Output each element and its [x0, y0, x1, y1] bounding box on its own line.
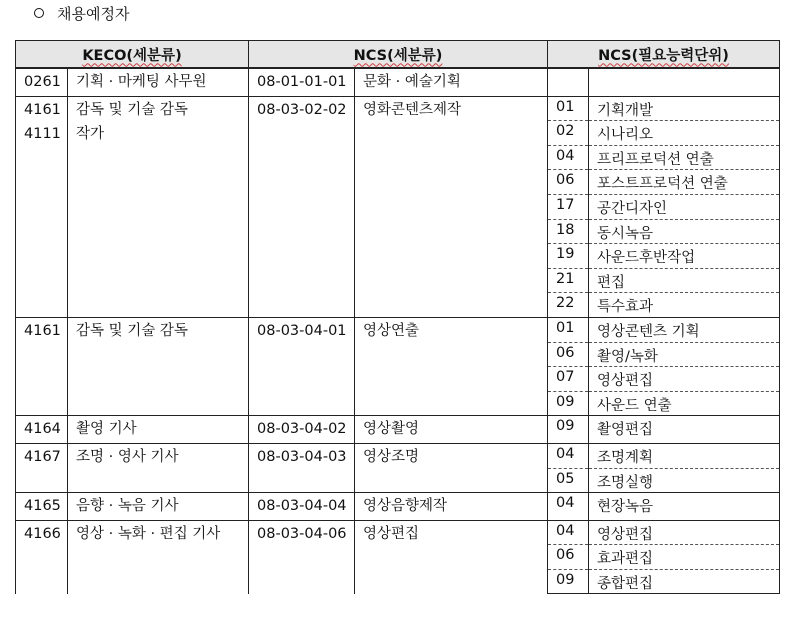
- keco-name: 작가: [76, 126, 105, 143]
- keco-name-cell: [68, 443, 249, 492]
- keco-name-cell: [68, 520, 249, 594]
- unit-code: 06: [548, 545, 589, 570]
- unit-code: 22: [548, 293, 589, 318]
- recruitment-table: [15, 40, 780, 594]
- ncs-code-cell: [249, 520, 355, 594]
- unit-name: 편집: [589, 268, 780, 293]
- unit-code: 04: [548, 443, 589, 468]
- table-body: [16, 68, 780, 594]
- table-row: [16, 317, 780, 342]
- ncs-code-cell: [249, 493, 355, 521]
- unit-name: 프리프로덕션 연출: [589, 145, 780, 170]
- unit-code: 04: [548, 493, 589, 521]
- header-ncs-unit: NCS(필요능력단위): [548, 41, 780, 69]
- unit-code: 07: [548, 367, 589, 392]
- keco-code: 4164: [24, 421, 61, 438]
- keco-name: 감독 및 기술 감독: [76, 322, 188, 339]
- section-heading-text: 채용예정자: [57, 4, 130, 23]
- unit-name: 공간디자인: [589, 194, 780, 219]
- ncs-name-cell: [355, 493, 548, 521]
- keco-code: 0261: [24, 74, 61, 90]
- ncs-code: 08-01-01-01: [257, 74, 347, 90]
- unit-name: 조명실행: [589, 468, 780, 493]
- unit-name: 사운드 연출: [589, 391, 780, 416]
- header-ncs: NCS(세분류): [249, 41, 548, 69]
- ncs-code-cell: [249, 443, 355, 492]
- ncs-name: 영상편집: [363, 525, 420, 542]
- unit-code: 06: [548, 342, 589, 367]
- keco-name: 음향 · 녹음 기사: [76, 498, 179, 515]
- ncs-code: 08-03-04-02: [257, 421, 347, 438]
- ncs-name: 영상촬영: [363, 421, 420, 438]
- keco-name: 기획 · 마케팅 사무원: [76, 74, 207, 90]
- ncs-name-cell: [355, 68, 548, 96]
- keco-name: 조명 · 영사 기사: [76, 448, 179, 465]
- unit-name: 기획개발: [589, 96, 780, 121]
- table-row: [16, 493, 780, 521]
- unit-code: 04: [548, 520, 589, 545]
- keco-code-cell: [16, 317, 68, 415]
- keco-name-cell: [68, 96, 249, 317]
- keco-code: 4167: [24, 448, 61, 465]
- ncs-code: 08-03-04-01: [257, 322, 347, 339]
- keco-code-cell: [16, 96, 68, 317]
- table-header-row: [16, 41, 780, 69]
- ncs-code-cell: [249, 416, 355, 444]
- keco-code: 4165: [24, 498, 61, 515]
- unit-name: 사운드후반작업: [589, 244, 780, 269]
- keco-code-cell: [16, 416, 68, 444]
- table-row: [16, 96, 780, 121]
- unit-code: 06: [548, 170, 589, 195]
- ncs-name-cell: [355, 96, 548, 317]
- unit-code: 01: [548, 317, 589, 342]
- unit-name: 포스트프로덕션 연출: [589, 170, 780, 195]
- keco-name-cell: [68, 416, 249, 444]
- keco-name-cell: [68, 317, 249, 415]
- unit-name: 촬영편집: [589, 416, 780, 444]
- keco-code: 4161: [24, 322, 61, 339]
- unit-code: 09: [548, 569, 589, 594]
- unit-code: 02: [548, 121, 589, 146]
- unit-code: 09: [548, 416, 589, 444]
- unit-code: 01: [548, 96, 589, 121]
- keco-code-cell: [16, 493, 68, 521]
- ncs-code-cell: [249, 68, 355, 96]
- unit-code: 04: [548, 145, 589, 170]
- unit-name: 영상콘텐츠 기획: [589, 317, 780, 342]
- keco-name: 영상 · 녹화 · 편집 기사: [76, 525, 221, 542]
- header-keco: KECO(세분류): [16, 41, 249, 69]
- ncs-name: 영상조명: [363, 448, 420, 465]
- ncs-name: 영상음향제작: [363, 498, 448, 515]
- ncs-name-cell: [355, 416, 548, 444]
- unit-code: 05: [548, 468, 589, 493]
- unit-name: [589, 68, 780, 96]
- ncs-code: 08-03-04-03: [257, 448, 347, 465]
- keco-code-cell: [16, 443, 68, 492]
- ncs-code-cell: [249, 96, 355, 317]
- table-row: [16, 68, 780, 96]
- unit-name: 동시녹음: [589, 219, 780, 244]
- unit-code: 18: [548, 219, 589, 244]
- keco-code-cell: [16, 68, 68, 96]
- unit-name: 시나리오: [589, 121, 780, 146]
- ncs-name: 문화 · 예술기획: [363, 74, 461, 90]
- keco-name-cell: [68, 493, 249, 521]
- unit-name: 조명계획: [589, 443, 780, 468]
- ncs-name-cell: [355, 443, 548, 492]
- unit-code: 09: [548, 391, 589, 416]
- unit-name: 종합편집: [589, 569, 780, 594]
- table-row: [16, 520, 780, 545]
- unit-code: [548, 68, 589, 96]
- unit-name: 촬영/녹화: [589, 342, 780, 367]
- ncs-code-cell: [249, 317, 355, 415]
- keco-code: 4161: [24, 101, 61, 118]
- ncs-name-cell: [355, 317, 548, 415]
- ncs-code: 08-03-04-04: [257, 498, 347, 515]
- keco-name: 촬영 기사: [76, 421, 137, 438]
- section-heading: [34, 1, 129, 25]
- unit-name: 특수효과: [589, 293, 780, 318]
- ncs-name-cell: [355, 520, 548, 594]
- keco-code: 4166: [24, 525, 61, 542]
- table-row: [16, 443, 780, 468]
- ncs-name: 영화콘텐츠제작: [363, 101, 462, 118]
- unit-code: 21: [548, 268, 589, 293]
- unit-code: 17: [548, 194, 589, 219]
- keco-code-cell: [16, 520, 68, 594]
- keco-name: 감독 및 기술 감독: [76, 101, 188, 118]
- unit-name: 현장녹음: [589, 493, 780, 521]
- keco-name-cell: [68, 68, 249, 96]
- ncs-name: 영상연출: [363, 322, 420, 339]
- table-row: [16, 416, 780, 444]
- unit-name: 효과편집: [589, 545, 780, 570]
- ncs-code: 08-03-02-02: [257, 101, 347, 118]
- unit-code: 19: [548, 244, 589, 269]
- unit-name: 영상편집: [589, 520, 780, 545]
- keco-code: 4111: [24, 126, 61, 143]
- unit-name: 영상편집: [589, 367, 780, 392]
- ncs-code: 08-03-04-06: [257, 525, 347, 542]
- circle-bullet-icon: [34, 8, 44, 18]
